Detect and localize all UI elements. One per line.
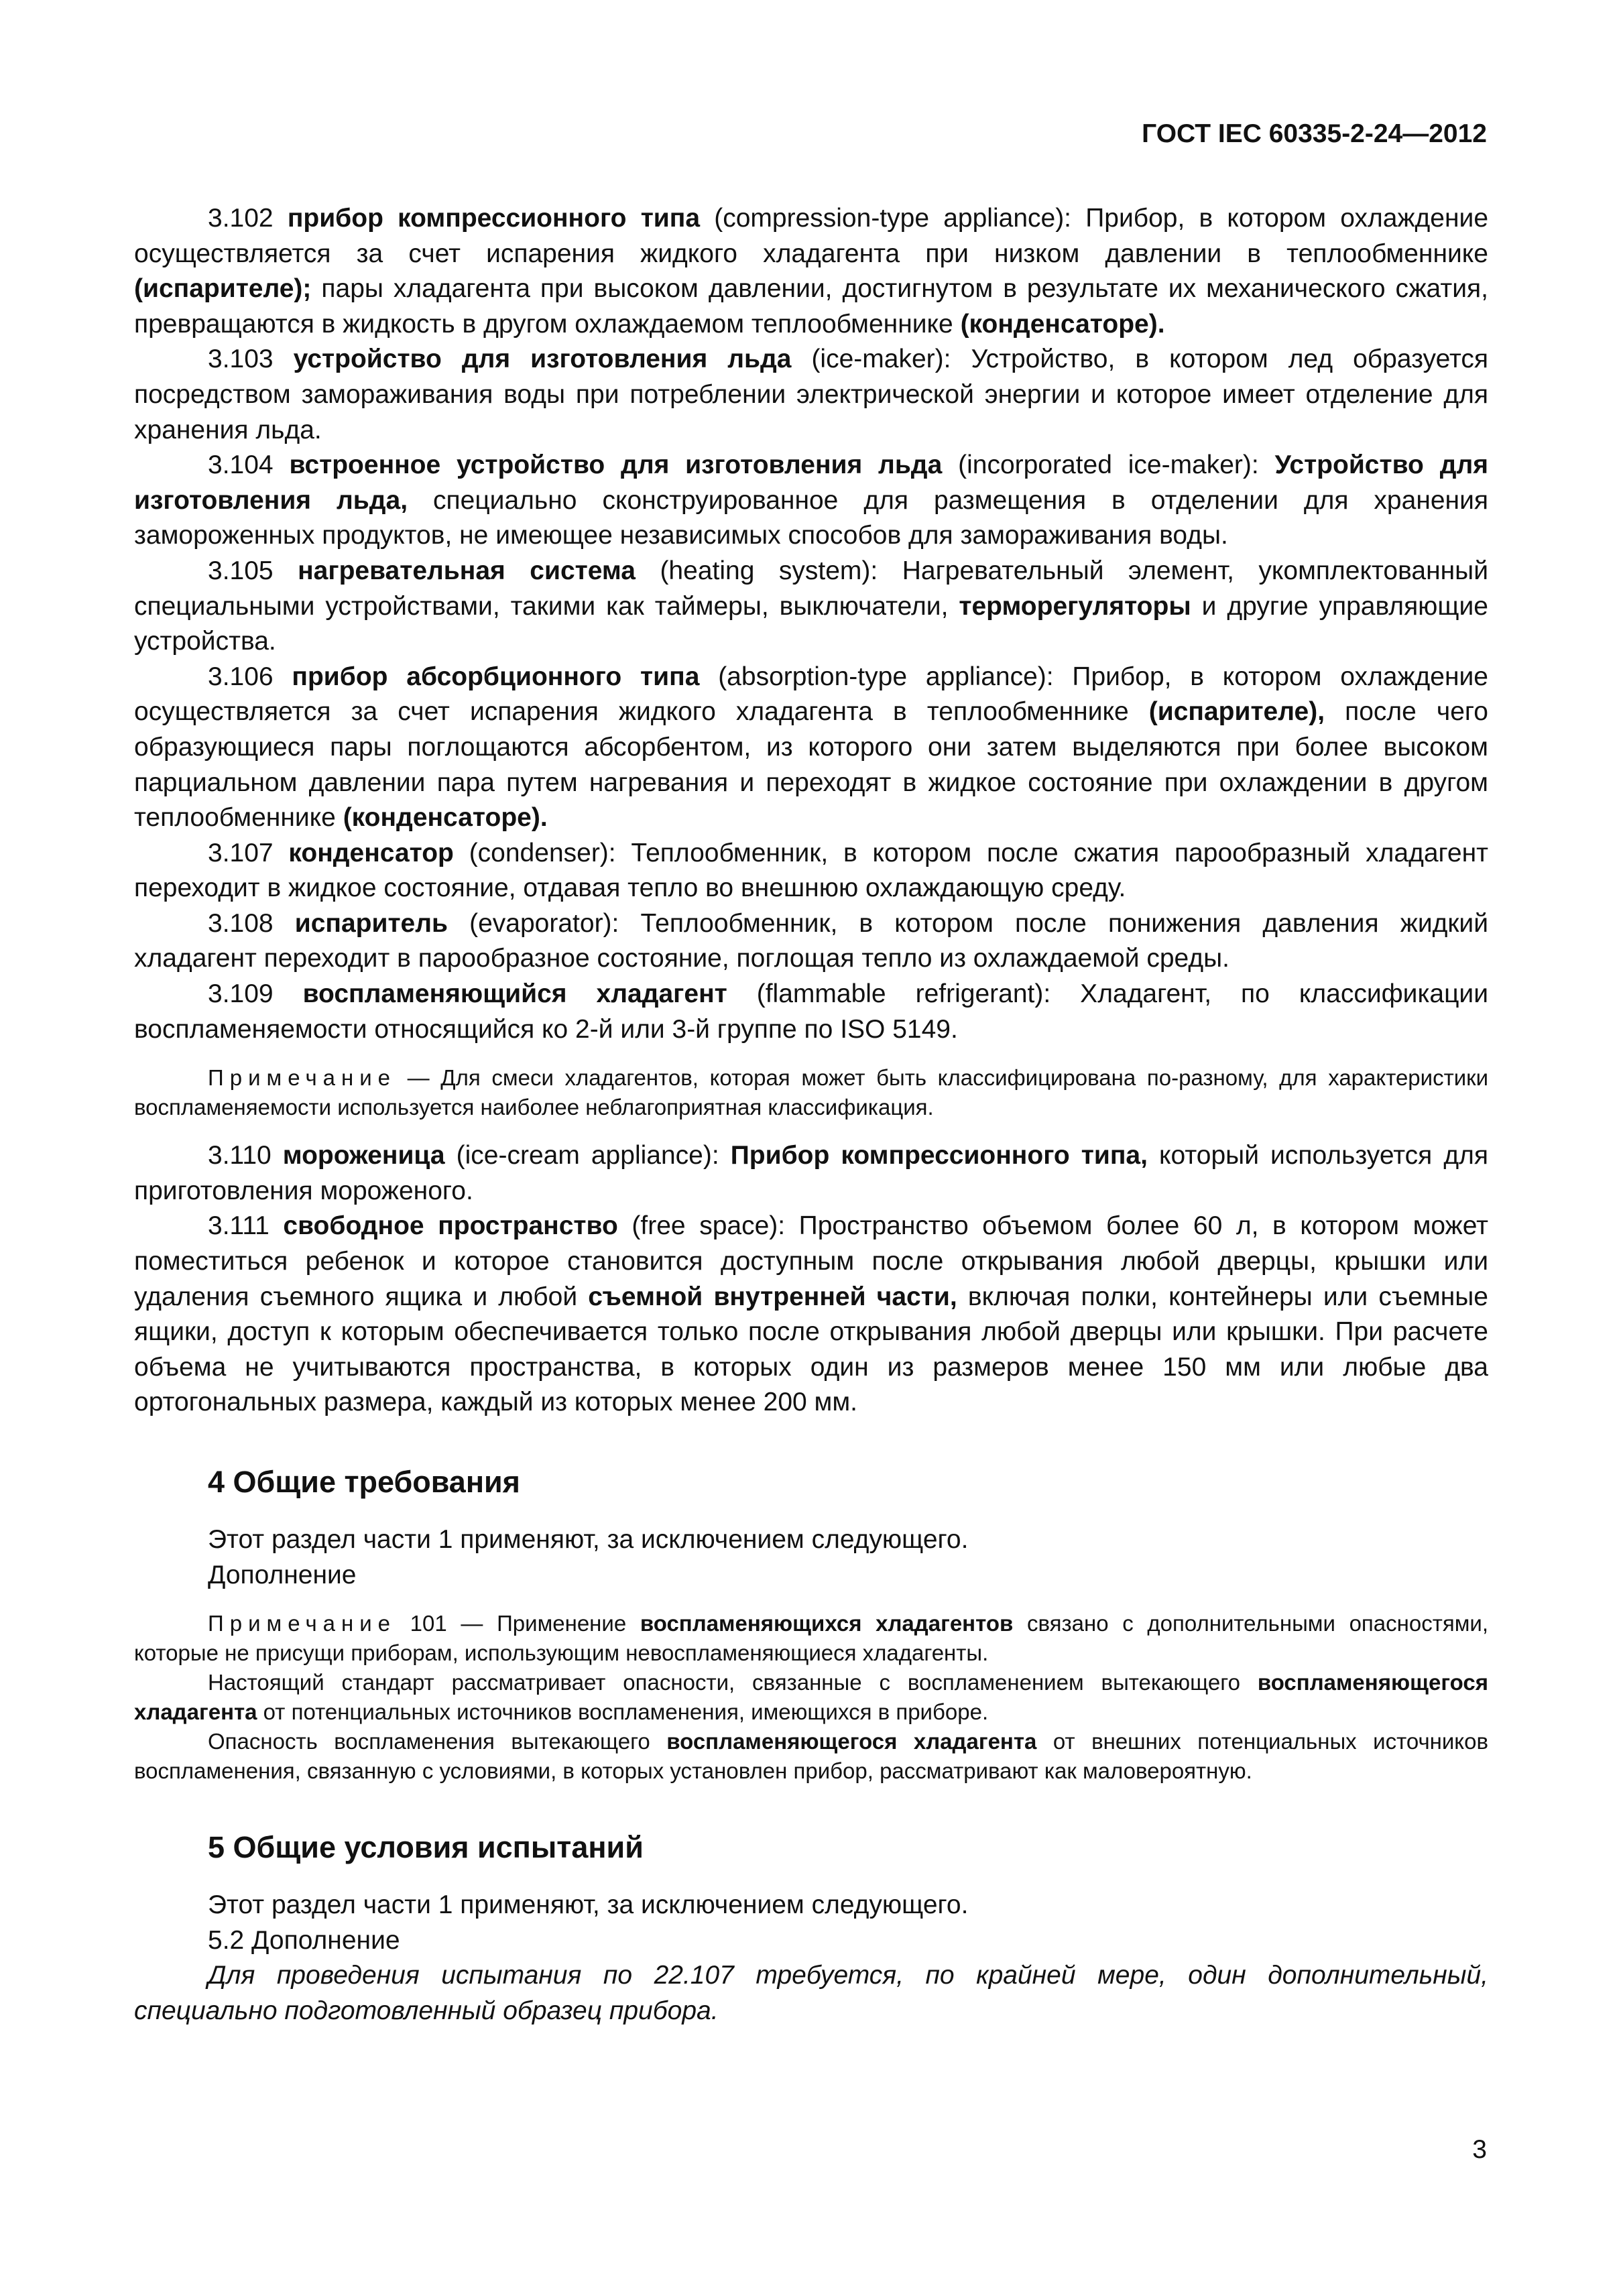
definitions-list — [134, 201, 1488, 1047]
section-4-notes — [134, 1609, 1488, 1786]
text-run: (конденсаторе). — [960, 309, 1165, 339]
definition-3-109 — [134, 977, 1488, 1047]
note-label: Примечание — [208, 1065, 397, 1091]
definition-3-106 — [134, 660, 1488, 836]
definition-term: испаритель — [294, 908, 448, 938]
text-run: Опасность воспламенения вытекающего — [208, 1729, 667, 1754]
section-4-intro: Этот раздел части 1 применяют, за исключением следующего. — [208, 1525, 969, 1554]
section-5-heading: 5 Общие условия испытаний — [208, 1830, 644, 1865]
definition-term: устройство для изготовления льда — [293, 345, 792, 374]
text-run: включая полки, контейнеры или съемные ящики, доступ к которым обеспечивается только после открывания любой дверцы или крышки. При расчете объема не учитываются пространства, в которых один из размеров менее 150 мм или любые два ортогональных размера, каждый из которых менее 200 мм. — [134, 1282, 1488, 1417]
text-run: (evaporator): Теплообменник, в котором после понижения давления жидкий хладагент переходит в парообразное состояние, поглощая тепло из охлаждаемой среды. — [134, 908, 1488, 973]
definition-term: встроенное устройство для изготовления льда — [289, 450, 943, 480]
definition-number: 3.110 — [208, 1141, 283, 1170]
text-run: терморегуляторы — [959, 591, 1191, 621]
text-run: (compression-type appliance): Прибор, в котором охлаждение осуществляется за счет испарения жидкого хладагента при низком давлении в теплообменнике — [134, 204, 1489, 268]
text-run: (flammable refrigerant): Хладагент, по классификации воспламеняемости относящийся ко 2-й или 3-й группе по ISO 5149. — [134, 979, 1488, 1044]
text-run: после чего образующиеся пары поглощаются абсорбентом, из которого они затем выделяются при более высоком парциальном давлении пара путем нагревания и переходят в жидкое состояние при охлаждении в другом теплообменнике — [134, 697, 1488, 833]
text-run: (absorption-type appliance): Прибор, в котором охлаждение осуществляется за счет испарения жидкого хладагента в теплообменнике — [134, 662, 1488, 727]
text-run: воспламеняющегося хладагента — [134, 1670, 1488, 1725]
note-text: — Для смеси хладагентов, которая может быть классифицирована по-разному, для характеристики воспламеняемости используется наиболее неблагоприятная классификация. — [134, 1065, 1488, 1120]
note-flammability — [134, 1063, 1488, 1122]
section-5-addition: 5.2 Дополнение — [208, 1925, 400, 1955]
definition-number: 3.104 — [208, 450, 290, 480]
page-number: 3 — [1472, 2135, 1487, 2164]
text-run: (испарителе); — [134, 274, 312, 304]
text-run: (free space): Пространство объемом более 60 л, в котором может поместиться ребенок и которое становится доступным после открывания любой дверцы, крышки или удаления съемного ящика и любой — [134, 1211, 1489, 1311]
text-run: Устройство для изготовления льда, — [134, 450, 1488, 515]
definition-3-108 — [134, 906, 1488, 977]
text-run: воспламеняющегося хладагента — [666, 1729, 1037, 1754]
definition-number: 3.109 — [208, 979, 303, 1009]
text-run: (incorporated ice-maker): — [942, 450, 1275, 480]
definition-term: нагревательная система — [298, 556, 636, 585]
text-run: пары хладагента при высоком давлении, достигнутом в результате их механического сжатия, превращаются в жидкость в другом охлаждаемом теплообменнике — [134, 274, 1488, 339]
definition-3-102 — [134, 201, 1488, 342]
section-4-addition: Дополнение — [208, 1560, 357, 1589]
definition-3-111 — [134, 1209, 1488, 1421]
text-run: от внешних потенциальных источников воспламенения, связанную с условиями, в которых установлен прибор, рассматривают как маловероятную. — [134, 1729, 1489, 1784]
definition-3-110 — [134, 1138, 1488, 1209]
definition-term: прибор компрессионного типа — [287, 204, 701, 233]
definitions-list-2 — [134, 1138, 1488, 1421]
text-run: (ice-cream appliance): — [444, 1141, 731, 1170]
definition-term: конденсатор — [288, 838, 454, 867]
page-content — [134, 201, 1488, 2029]
text-run: (ice-maker): Устройство, в котором лед образуется посредством замораживания воды при потреблении электрической энергии и которое имеет отделение для хранения льда. — [134, 345, 1489, 444]
text-run: который используется для приготовления мороженого. — [134, 1141, 1488, 1205]
definition-number: 3.102 — [208, 204, 288, 233]
text-run: (испарителе), — [1148, 697, 1325, 727]
definition-number: 3.111 — [208, 1211, 284, 1241]
text-run: (конденсаторе). — [343, 803, 548, 833]
definition-3-107 — [134, 836, 1488, 906]
text-run: 101 — Применение — [396, 1611, 640, 1636]
definition-term: прибор абсорбционного типа — [292, 662, 700, 691]
definition-number: 3.103 — [208, 345, 294, 374]
text-run: (heating system): Нагревательный элемент, укомплектованный специальными устройствами, такими как таймеры, выключатели, — [134, 556, 1488, 621]
definition-term: мороженица — [282, 1141, 445, 1170]
text-run: съемной внутренней части, — [588, 1282, 957, 1311]
document-code: ГОСТ IEC 60335-2-24—2012 — [1142, 119, 1487, 148]
text-run: связано с дополнительными опасностями, которые не присущи приборам, использующим невоспламеняющиеся хладагенты. — [134, 1611, 1488, 1666]
section-5-intro: Этот раздел части 1 применяют, за исключением следующего. — [208, 1890, 969, 1920]
definition-3-103 — [134, 342, 1488, 448]
note-label: Примечание — [208, 1611, 397, 1636]
definition-term: свободное пространство — [283, 1211, 618, 1241]
definition-term: воспламеняющийся хладагент — [302, 979, 727, 1009]
text-run: воспламеняющихся хладагентов — [640, 1611, 1014, 1636]
definition-3-104 — [134, 448, 1488, 554]
definition-number: 3.108 — [208, 908, 295, 938]
section-4-heading: 4 Общие требования — [208, 1465, 520, 1499]
text-run: специально сконструированное для размещения в отделении для хранения замороженных продуктов, не имеющее независимых способов для замораживания воды. — [134, 485, 1488, 550]
definition-number: 3.105 — [208, 556, 298, 585]
definition-number: 3.106 — [208, 662, 292, 691]
text-run: (condenser): Теплообменник, в котором после сжатия парообразный хладагент переходит в жидкое состояние, отдавая тепло во внешнюю охлаждающую среду. — [134, 838, 1488, 903]
text-run: Прибор компрессионного типа, — [730, 1141, 1148, 1170]
text-run: от потенциальных источников воспламенения, имеющихся в приборе. — [257, 1699, 989, 1725]
note-paragraph — [134, 1727, 1488, 1786]
definition-number: 3.107 — [208, 838, 289, 867]
section-5-italic-text: Для проведения испытания по 22.107 требуется, по крайней мере, один дополнительный, специально подготовленный образец прибора. — [134, 1961, 1488, 2025]
text-run: Настоящий стандарт рассматривает опасности, связанные с воспламенением вытекающего — [208, 1670, 1258, 1695]
note-paragraph — [134, 1668, 1488, 1727]
definition-3-105 — [134, 554, 1488, 660]
text-run: и другие управляющие устройства. — [134, 591, 1488, 656]
note-paragraph — [134, 1609, 1488, 1668]
